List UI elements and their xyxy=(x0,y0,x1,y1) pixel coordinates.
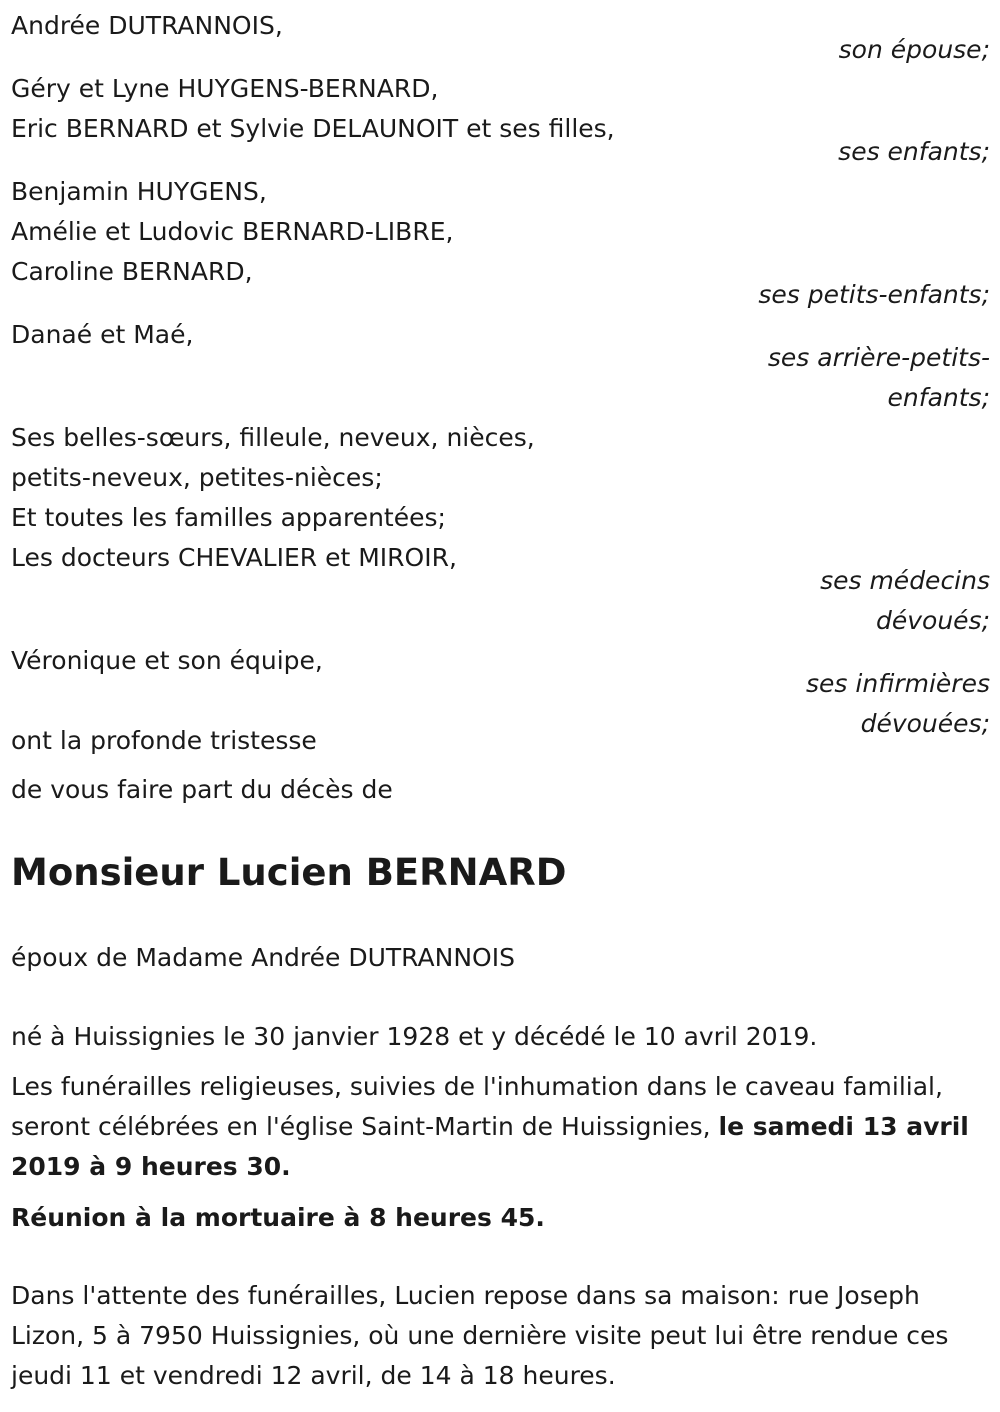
doctors-role-line: dévoués; xyxy=(875,606,990,635)
nurses-role-line: dévouées; xyxy=(860,709,990,738)
nurses-line: Véronique et son équipe, xyxy=(11,646,323,675)
great-grandchildren-line: Danaé et Maé, xyxy=(11,320,194,349)
doctors-role-line: ses médecins xyxy=(820,566,990,595)
funeral-text: Les funérailles religieuses, suivies de l'inhumation dans le caveau familial, seront célébrées en l'église Saint-Martin de Huissignies, xyxy=(11,1072,943,1141)
funeral-date: le samedi 13 avril 2019 à 9 heures 30. xyxy=(11,1112,969,1181)
announcement-line: de vous faire part du décès de xyxy=(11,775,393,804)
great-grandchildren-role-line: ses arrière-petits- xyxy=(767,343,990,372)
nurses-role-line: ses infirmières xyxy=(806,669,990,698)
children-role: ses enfants; xyxy=(838,137,990,166)
funeral-paragraph xyxy=(11,1067,991,1187)
deceased-name: Monsieur Lucien BERNARD xyxy=(11,851,567,894)
spouse-of-line: époux de Madame Andrée DUTRANNOIS xyxy=(11,943,515,972)
grandchild-line: Benjamin HUYGENS, xyxy=(11,177,267,206)
child-line: Géry et Lyne HUYGENS-BERNARD, xyxy=(11,74,439,103)
child-line: Eric BERNARD et Sylvie DELAUNOIT et ses filles, xyxy=(11,114,615,143)
announcement-line: ont la profonde tristesse xyxy=(11,726,317,755)
grandchild-line: Amélie et Ludovic BERNARD-LIBRE, xyxy=(11,217,454,246)
great-grandchildren-role-line: enfants; xyxy=(887,383,990,412)
doctors-line: Les docteurs CHEVALIER et MIROIR, xyxy=(11,543,457,572)
relatives-line: petits-neveux, petites-nièces; xyxy=(11,463,383,492)
relatives-line: Et toutes les familles apparentées; xyxy=(11,503,446,532)
spouse-name: Andrée DUTRANNOIS, xyxy=(11,11,283,40)
meeting-line: Réunion à la mortuaire à 8 heures 45. xyxy=(11,1203,545,1232)
grandchildren-role: ses petits-enfants; xyxy=(758,280,990,309)
visitation-paragraph: Dans l'attente des funérailles, Lucien repose dans sa maison: rue Joseph Lizon, 5 à 7950 Huissignies, où une dernière visite peut lui être rendue ces jeudi 11 et vendredi 12 avril, de 14 à 18 heures. xyxy=(11,1281,949,1390)
grandchild-line: Caroline BERNARD, xyxy=(11,257,253,286)
birth-death-line: né à Huissignies le 30 janvier 1928 et y décédé le 10 avril 2019. xyxy=(11,1022,818,1051)
relatives-line: Ses belles-sœurs, filleule, neveux, nièces, xyxy=(11,423,535,452)
spouse-role: son épouse; xyxy=(838,35,990,64)
